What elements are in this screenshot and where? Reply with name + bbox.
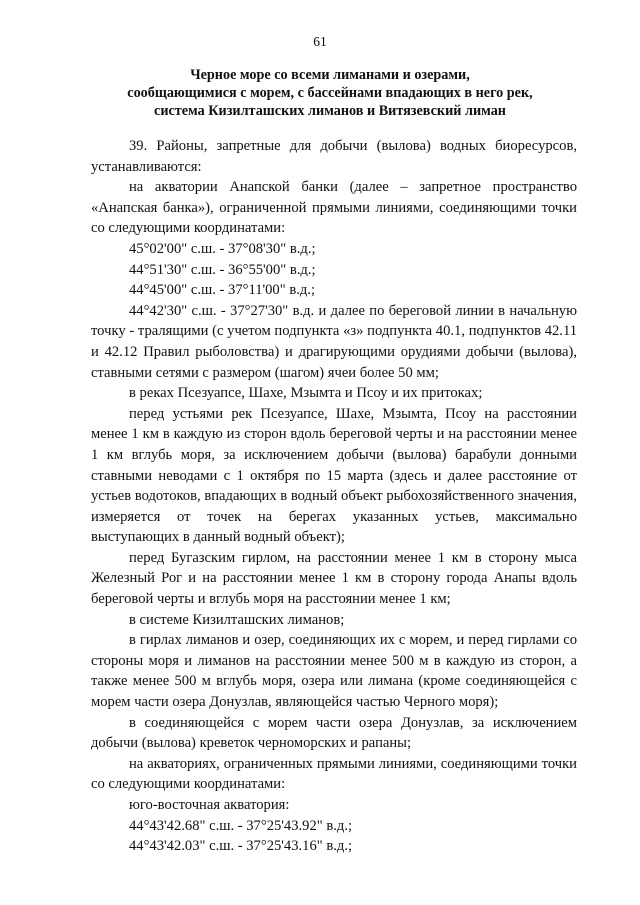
paragraph: 44°42'30" с.ш. - 37°27'30" в.д. и далее по береговой линии в начальную точку - тралящими (с учетом подпункта «з» подпункта 40.1, подпунктов 42.11 и 42.12 Правил рыболовства) и драгирующими орудиями добычи (вылова), ставными сетями с размером (шагом) ячеи более 50 мм;: [91, 302, 577, 381]
page-number: 61: [313, 34, 327, 49]
section-heading: [80, 66, 580, 120]
coordinate-line: 44°43'42.68" с.ш. - 37°25'43.92" в.д.;: [129, 817, 353, 834]
heading-line: Черное море со всеми лиманами и озерами,: [190, 67, 470, 83]
coordinate-line: 45°02'00" с.ш. - 37°08'30" в.д.;: [129, 240, 316, 257]
coordinate-line: юго-восточная акватория:: [129, 797, 290, 813]
heading-line: система Кизилташских лиманов и Витязевский лиман: [154, 103, 506, 119]
coordinate-line: 44°51'30" с.ш. - 36°55'00" в.д.;: [129, 261, 316, 278]
coordinate-line: 44°45'00" с.ш. - 37°11'00" в.д.;: [129, 282, 315, 299]
paragraph: перед устьями рек Псезуапсе, Шахе, Мзымта, Псоу на расстоянии менее 1 км в каждую из сторон вдоль береговой черты и на расстоянии менее 1 км вглубь моря, за исключением добычи (вылова) барабули донными ставными неводами с 1 октября по 15 марта (здесь и далее расстояние от устьев водотоков, впадающих в водный объект рыбохозяйственного значения, измеряется от точек на берегах указанных устьев, максимально выступающих в данный водный объект);: [91, 405, 577, 546]
paragraph: перед Бугазским гирлом, на расстоянии менее 1 км в сторону мыса Железный Рог и на расстоянии менее 1 км в сторону города Анапы вдоль береговой черты и вглубь моря на расстоянии менее 1 км;: [91, 549, 577, 608]
paragraph: на акватории Анапской банки (далее – запретное пространство «Анапская банка»), ограниченной прямыми линиями, соединяющими точки со следующими координатами:: [91, 179, 577, 237]
coordinate-line: 44°43'42.03" с.ш. - 37°25'43.16" в.д.;: [129, 838, 353, 855]
paragraph: в гирлах лиманов и озер, соединяющих их с морем, и перед гирлами со стороны моря и лиманов на расстоянии менее 500 м в каждую из сторон, а также менее 500 м вглубь моря, озера или лимана (кроме соединяющейся с морем части озера Донузлав, являющейся частью Черного моря);: [91, 632, 577, 711]
paragraph: в соединяющейся с морем части озера Донузлав, за исключением добычи (вылова) креветок черноморских и рапаны;: [91, 714, 577, 752]
heading-line: сообщающимися с морем, с бассейнами впадающих в него рек,: [127, 85, 533, 101]
paragraph: на акваториях, ограниченных прямыми линиями, соединяющими точки со следующими координатами:: [91, 755, 577, 793]
document-body: [91, 136, 577, 857]
paragraph: в реках Псезуапсе, Шахе, Мзымта и Псоу и их притоках;: [129, 385, 483, 402]
paragraph: 39. Районы, запретные для добычи (вылова) водных биоресурсов, устанавливаются:: [91, 138, 577, 175]
paragraph: в системе Кизилташских лиманов;: [129, 611, 345, 628]
